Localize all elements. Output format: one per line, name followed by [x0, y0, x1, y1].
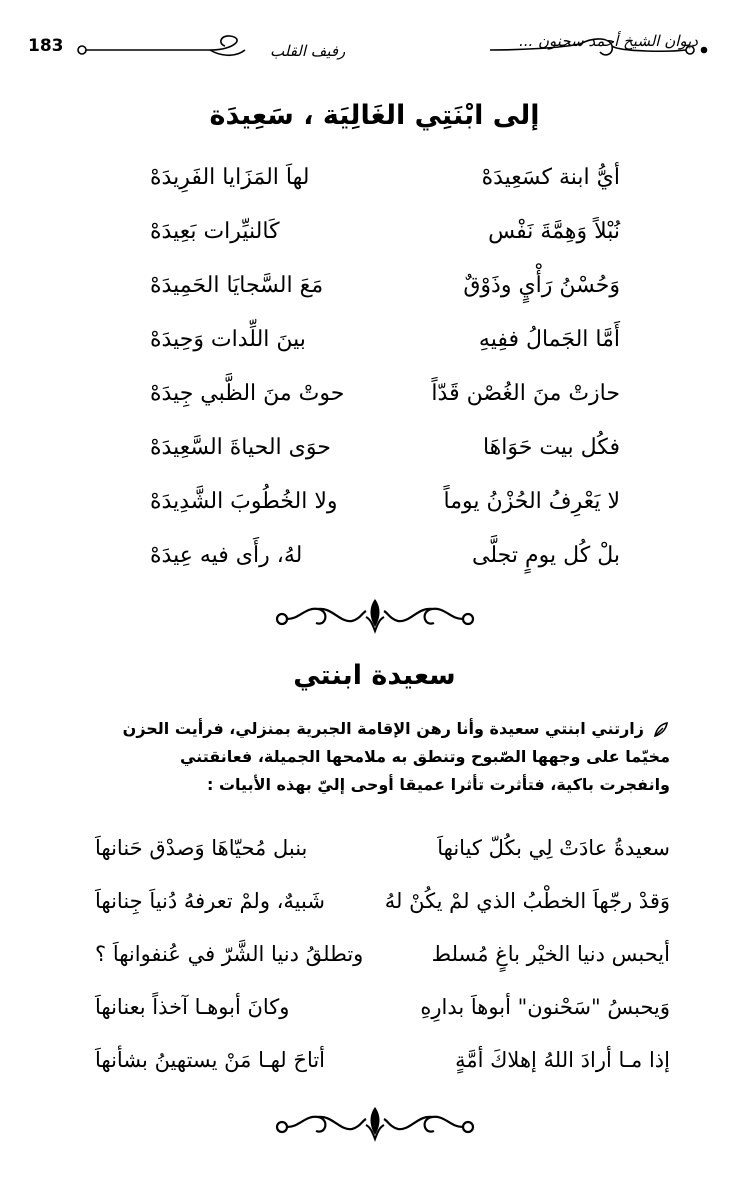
fleuron-divider-icon [270, 597, 480, 637]
verse-first-hemistich: فكُل بيت حَوَاهَا [482, 435, 620, 460]
verse-line [150, 374, 620, 428]
paragraph-leaf-icon [652, 721, 670, 739]
verse-line [150, 266, 620, 320]
verse-first-hemistich: أيحبس دنيا الخيْر باغٍ مُسلط [431, 942, 670, 966]
intro-line [100, 715, 670, 743]
book-title: ديوان الشيخ أحمد سحنون ... [518, 32, 698, 50]
section-title: رفيف القلب [270, 42, 346, 60]
verse-second-hemistich: بنبل مُحيّاهَا وَصدْق حَنانهاَ [95, 836, 308, 860]
verse-second-hemistich: وكانَ أبوهـا آخذاً بعنانهاَ [95, 995, 290, 1019]
running-header [20, 30, 720, 70]
poem-body [150, 158, 620, 590]
fleuron-divider-icon [270, 1105, 480, 1145]
verse-second-hemistich: بينَ اللِّدات وَحِيدَهْ [150, 327, 306, 352]
verse-line [150, 158, 620, 212]
intro-text: زارتني ابنتي سعيدة وأنا رهن الإقامة الجبرية بمنزلي، فرأيت الحزن [122, 719, 644, 738]
verse-first-hemistich: لا يَعْرِفُ الحُزْنُ يوماً [443, 489, 620, 514]
verse-second-hemistich: لهُ، رأَى فيه عِيدَهْ [150, 543, 303, 568]
verse-line [95, 987, 670, 1040]
page-number: 183 [28, 36, 64, 56]
intro-line: مخيّما على وجهها الصّبوح وتنطق به ملامحها الجميلة، فعانقتني [179, 747, 670, 766]
poem-introduction [100, 715, 670, 799]
verse-line [150, 428, 620, 482]
verse-second-hemistich: أتاحَ لهـا مَنْ يستهينُ بشأنهاَ [95, 1048, 326, 1072]
verse-first-hemistich: أَمَّا الجَمالُ ففِيهِ [478, 327, 620, 352]
intro-line: وانفجرت باكية، فتأثرت تأثرا عميقا أوحى إليّ بهذه الأبيات : [206, 775, 670, 794]
verse-first-hemistich: حازتْ منَ الغُصْن قَدّاً [431, 381, 620, 406]
verse-first-hemistich: وَقدْ رجّهاَ الخطْبُ الذي لمْ يكُنْ لهُ [384, 889, 670, 913]
verse-first-hemistich: إذا مـا أرادَ اللهُ إهلاكَ أمَّةٍ [455, 1048, 670, 1072]
verse-second-hemistich: كَالنيِّرات بَعِيدَهْ [150, 219, 280, 244]
verse-second-hemistich: لهاَ المَزَايا الفَرِيدَهْ [150, 165, 310, 190]
verse-first-hemistich: نُبْلاً وَهِمَّةَ نَفْس [488, 219, 620, 244]
verse-second-hemistich: وتطلقُ دنيا الشَّرّ في عُنفوانهاَ ؟ [95, 942, 364, 966]
verse-line [95, 1040, 670, 1093]
verse-first-hemistich: وَحُسْنُ رَأْيٍ وذَوْقٌ [463, 273, 620, 298]
verse-line [95, 828, 670, 881]
verse-second-hemistich: شَبيهٌ، ولمْ تعرفهُ دُنياَ جِنانهاَ [95, 889, 325, 913]
poem-title: إلى ابْنَتِي الغَالِيَة ، سَعِيدَة [209, 100, 540, 131]
verse-second-hemistich: حوَى الحياةَ السَّعِيدَهْ [150, 435, 331, 460]
verse-second-hemistich: ولا الخُطُوبَ الشَّدِيدَهْ [150, 489, 338, 514]
verse-second-hemistich: مَعَ السَّجايَا الحَمِيدَهْ [150, 273, 324, 298]
poem-title: سعيدة ابنتي [293, 660, 456, 691]
verse-line [95, 881, 670, 934]
verse-line [95, 934, 670, 987]
verse-line [150, 536, 620, 590]
verse-second-hemistich: حوتْ منَ الظَّبي جِيدَهْ [150, 381, 345, 406]
verse-first-hemistich: أيُّ ابنة كسَعِيدَهْ [481, 165, 620, 190]
poem-body [95, 828, 670, 1093]
verse-first-hemistich: بلْ كُل يومٍ تجلَّى [472, 543, 620, 568]
verse-first-hemistich: وَيحبسُ "سَحْنون" أبوهاَ بدارِهِ [420, 995, 670, 1019]
verse-line [150, 212, 620, 266]
verse-line [150, 482, 620, 536]
verse-first-hemistich: سعيدةُ عادَتْ لِي بكُلّ كيانهاَ [437, 836, 670, 860]
verse-line [150, 320, 620, 374]
